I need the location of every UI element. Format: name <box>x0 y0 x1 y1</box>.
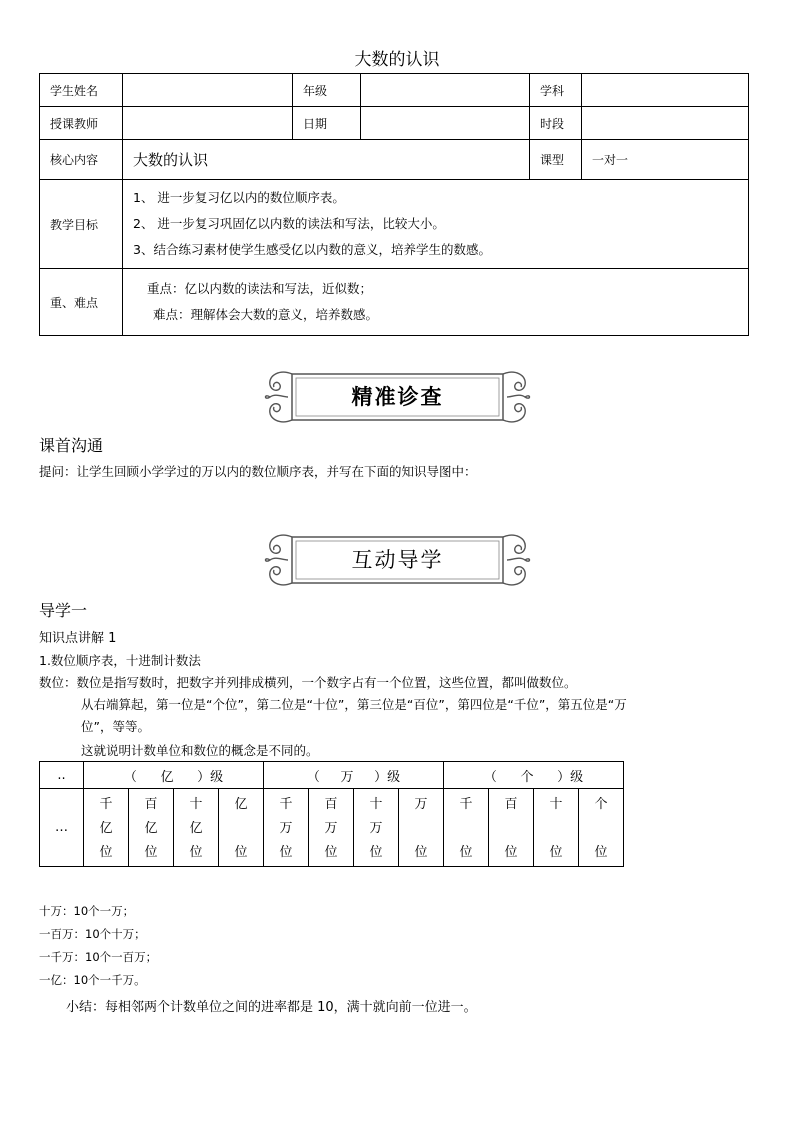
section-banner-diagnosis <box>260 365 535 429</box>
unit-line: 一百万：10个十万； <box>39 927 146 941</box>
key-point: 重点：亿以内数的读法和写法，近似数； <box>147 281 373 296</box>
place-column: 百 位 <box>489 789 534 867</box>
class-name: 万 <box>340 769 354 785</box>
goal-item: 2、 进一步复习巩固亿以内数的读法和写法，比较大小。 <box>133 216 445 231</box>
period-label: 时段 <box>530 107 582 140</box>
goals-label: 教学目标 <box>40 180 123 269</box>
dots-cell: … <box>40 789 84 867</box>
grade-label: 年级 <box>293 74 361 107</box>
date-field[interactable] <box>361 107 530 140</box>
type-value: 一对一 <box>582 140 749 180</box>
place-column: 十 万 位 <box>354 789 399 867</box>
period-field[interactable] <box>582 107 749 140</box>
definition-line: 数位：数位是指写数时，把数字并列排成横列，一个数字占有一个位置，这些位置，都叫做数位。 <box>39 675 577 690</box>
point-title: 1.数位顺序表，十进制计数法 <box>39 653 201 668</box>
class-suffix: ）级 <box>197 769 224 785</box>
subject-label: 学科 <box>530 74 582 107</box>
sub-heading: 知识点讲解 1 <box>39 631 117 646</box>
dots-header: .. <box>40 762 84 789</box>
goals-cell <box>123 180 749 269</box>
subject-field[interactable] <box>582 74 749 107</box>
section-heading: 导学一 <box>39 601 88 620</box>
grade-field[interactable] <box>361 74 530 107</box>
place-column: 亿 位 <box>219 789 264 867</box>
page-title: 大数的认识 <box>354 50 440 70</box>
teacher-field[interactable] <box>123 107 293 140</box>
student-name-field[interactable] <box>123 74 293 107</box>
goal-item: 3、结合练习素材使学生感受亿以内数的意义，培养学生的数感。 <box>133 242 491 257</box>
section-heading: 课首沟通 <box>39 436 104 455</box>
question-text: 提问：让学生回顾小学学过的万以内的数位顺序表，并写在下面的知识导图中： <box>39 464 477 479</box>
difficult-point: 难点：理解体会大数的意义，培养数感。 <box>153 307 379 322</box>
place-column: 百 万 位 <box>309 789 354 867</box>
type-label: 课型 <box>530 140 582 180</box>
core-label: 核心内容 <box>40 140 123 180</box>
place-column: 千 万 位 <box>264 789 309 867</box>
class-suffix: ）级 <box>374 769 401 785</box>
place-value-table <box>39 761 624 867</box>
class-header-wan <box>264 762 444 789</box>
class-name: 亿 <box>160 769 174 785</box>
paren-open: （ <box>306 769 320 785</box>
core-value: 大数的认识 <box>123 140 530 180</box>
key-cell <box>123 269 749 336</box>
definition-line: 从右端算起，第一位是“个位”，第二位是“十位”，第三位是“百位”，第四位是“千位”，第五位是“万 <box>81 697 627 712</box>
class-suffix: ）级 <box>557 769 584 785</box>
student-name-label: 学生姓名 <box>40 74 123 107</box>
summary-text: 小结：每相邻两个计数单位之间的进率都是 10，满十就向前一位进一。 <box>66 1000 477 1015</box>
paren-open: （ <box>483 769 497 785</box>
definition-line: 这就说明计数单位和数位的概念是不同的。 <box>81 743 319 758</box>
lesson-info-table <box>39 73 749 336</box>
place-column: 十 位 <box>534 789 579 867</box>
class-name: 个 <box>520 769 534 785</box>
key-label: 重、难点 <box>40 269 123 336</box>
paren-open: （ <box>123 769 137 785</box>
unit-line: 十万：10个一万； <box>39 904 135 918</box>
date-label: 日期 <box>293 107 361 140</box>
place-column: 千 位 <box>444 789 489 867</box>
place-column: 千 亿 位 <box>84 789 129 867</box>
goal-item: 1、 进一步复习亿以内的数位顺序表。 <box>133 190 345 205</box>
place-column: 百 亿 位 <box>129 789 174 867</box>
class-header-yi <box>84 762 264 789</box>
unit-line: 一千万：10个一百万； <box>39 950 158 964</box>
teacher-label: 授课教师 <box>40 107 123 140</box>
section-banner-guided-study <box>260 528 535 592</box>
place-column: 个 位 <box>579 789 624 867</box>
class-header-ge <box>444 762 624 789</box>
place-column: 十 亿 位 <box>174 789 219 867</box>
definition-line: 位”，等等。 <box>81 719 150 734</box>
place-column: 万 位 <box>399 789 444 867</box>
banner-title: 精准诊查 <box>351 384 444 409</box>
unit-line: 一亿：10个一千万。 <box>39 973 146 987</box>
banner-title: 互动导学 <box>351 548 444 572</box>
